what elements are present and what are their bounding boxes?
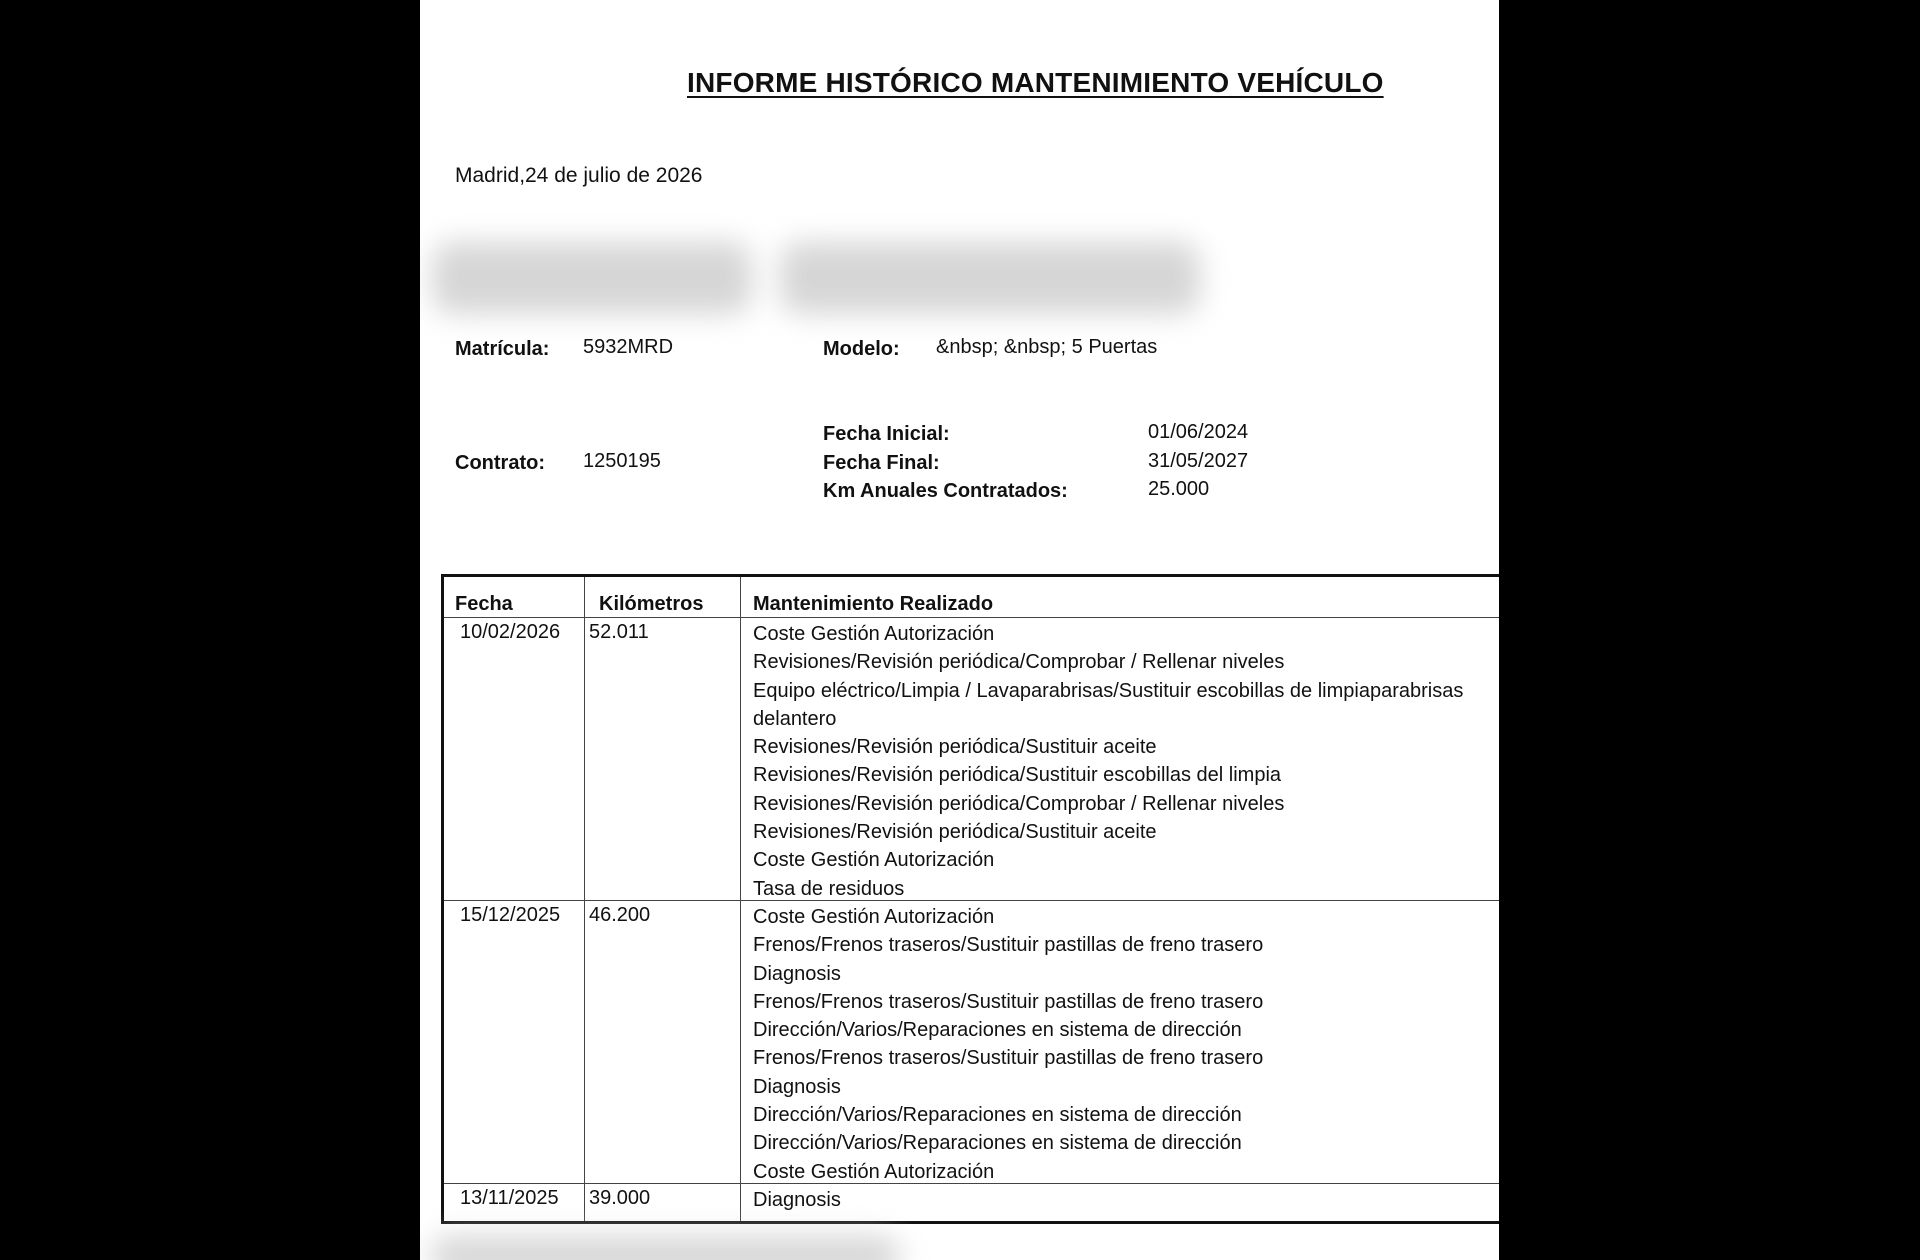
column-header-fecha: Fecha (455, 593, 513, 615)
maintenance-item: Diagnosis (753, 1075, 841, 1098)
maintenance-item: Revisiones/Revisión periódica/Sustituir aceite (753, 736, 1157, 759)
column-divider (584, 577, 585, 1221)
fecha-final-label: Fecha Final: (823, 452, 940, 474)
km-anuales-value: 25.000 (1148, 478, 1210, 500)
row-fecha: 13/11/2025 (460, 1187, 559, 1209)
maintenance-item: Revisiones/Revisión periódica/Comprobar / Rellenar niveles (753, 792, 1285, 815)
row-items (753, 1186, 841, 1214)
column-header-mantenimiento: Mantenimiento Realizado (753, 593, 994, 615)
column-divider (740, 577, 741, 1221)
maintenance-item: Frenos/Frenos traseros/Sustituir pastillas de freno trasero (753, 934, 1264, 957)
maintenance-item: Coste Gestión Autorización (753, 623, 995, 645)
row-km: 39.000 (589, 1187, 651, 1209)
contrato-value: 1250195 (583, 450, 661, 472)
fecha-inicial-label: Fecha Inicial: (823, 423, 950, 445)
maintenance-table (441, 574, 1499, 1224)
maintenance-item: Dirección/Varios/Reparaciones en sistema de dirección (753, 1132, 1242, 1155)
document-page (420, 0, 1499, 1260)
maintenance-item: Frenos/Frenos traseros/Sustituir pastillas de freno trasero (753, 990, 1264, 1013)
maintenance-item: delantero (753, 707, 837, 730)
row-items (753, 620, 1463, 903)
maintenance-item: Coste Gestión Autorización (753, 906, 995, 928)
maintenance-item: Diagnosis (753, 962, 841, 985)
matricula-value: 5932MRD (583, 336, 674, 358)
maintenance-item: Revisiones/Revisión periódica/Sustituir aceite (753, 821, 1157, 844)
maintenance-item: Dirección/Varios/Reparaciones en sistema de dirección (753, 1104, 1242, 1127)
maintenance-item: Frenos/Frenos traseros/Sustituir pastillas de freno trasero (753, 1047, 1264, 1070)
report-title: INFORME HISTÓRICO MANTENIMIENTO VEHÍCULO (687, 67, 1384, 98)
row-fecha: 10/02/2026 (460, 621, 561, 643)
fecha-inicial-value: 01/06/2024 (1148, 421, 1249, 443)
row-km: 46.200 (589, 904, 651, 926)
header-divider (444, 617, 1499, 618)
maintenance-item: Tasa de residuos (753, 877, 905, 900)
km-anuales-label: Km Anuales Contratados: (823, 480, 1068, 502)
redacted-block (430, 1236, 900, 1260)
maintenance-item: Coste Gestión Autorización (753, 1160, 995, 1183)
modelo-label: Modelo: (823, 338, 900, 360)
row-items (753, 903, 1263, 1186)
row-km: 52.011 (589, 621, 649, 643)
maintenance-item: Coste Gestión Autorización (753, 849, 995, 872)
maintenance-item: Equipo eléctrico/Limpia / Lavaparabrisas/Sustituir escobillas de limpiaparabrisas (753, 679, 1464, 702)
contrato-label: Contrato: (455, 452, 545, 474)
place: Madrid, (455, 164, 526, 187)
redacted-block (780, 242, 1200, 314)
maintenance-item: Diagnosis (753, 1189, 841, 1211)
report-date: 24 de julio de 2026 (525, 164, 703, 187)
maintenance-item: Dirección/Varios/Reparaciones en sistema de dirección (753, 1019, 1242, 1042)
column-header-kilometros: Kilómetros (599, 593, 704, 615)
matricula-label: Matrícula: (455, 338, 550, 360)
row-fecha: 15/12/2025 (460, 904, 561, 926)
fecha-final-value: 31/05/2027 (1148, 450, 1249, 472)
redacted-block (432, 242, 752, 314)
modelo-value: &nbsp; &nbsp; 5 Puertas (936, 336, 1158, 358)
maintenance-item: Revisiones/Revisión periódica/Comprobar / Rellenar niveles (753, 651, 1285, 674)
maintenance-item: Revisiones/Revisión periódica/Sustituir escobillas del limpia (753, 764, 1282, 787)
